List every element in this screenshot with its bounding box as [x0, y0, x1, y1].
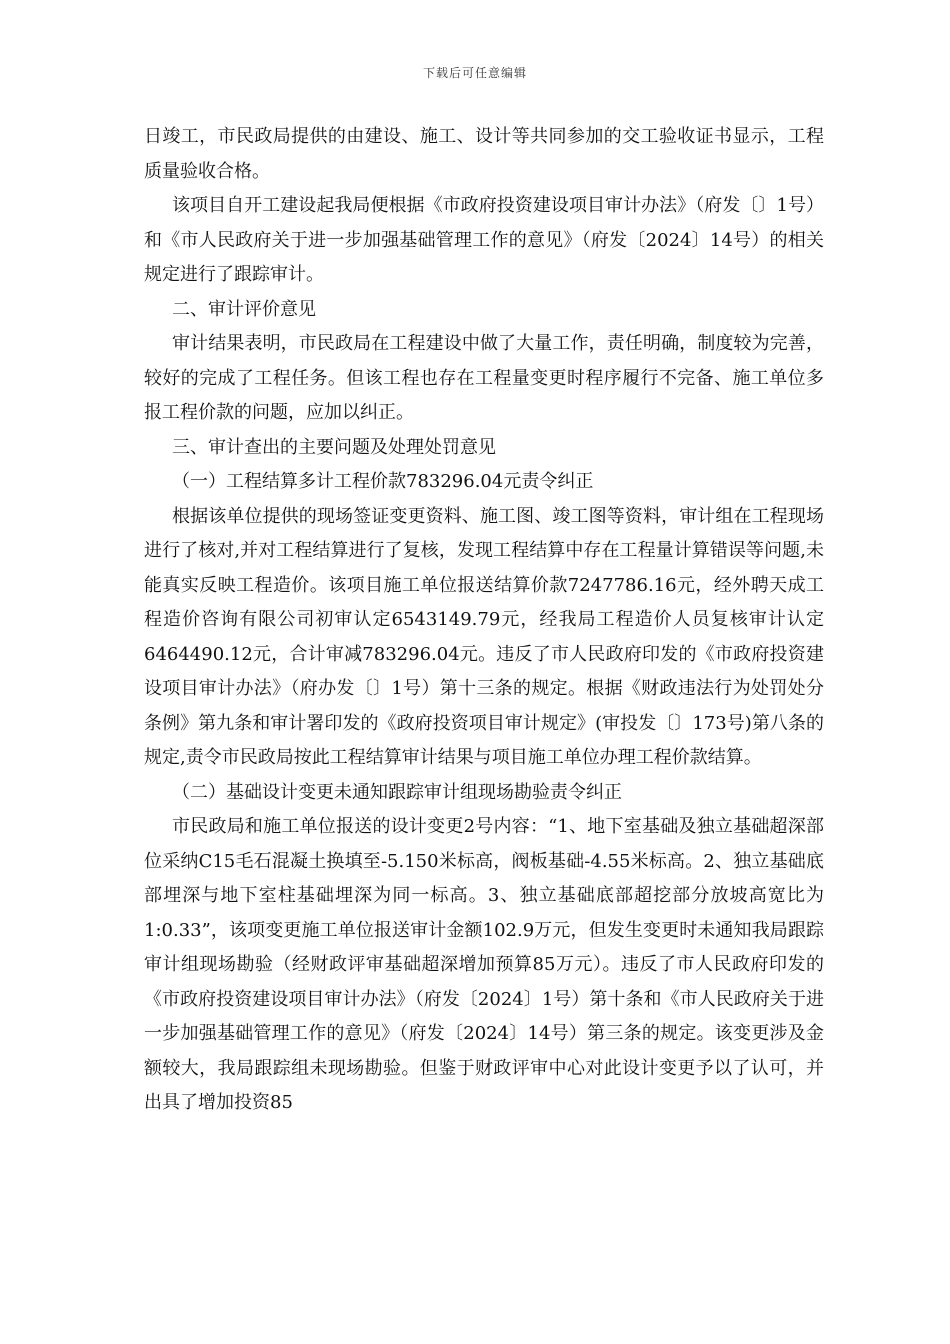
subheading-overbilled-price: （一）工程结算多计工程价款783296.04元责令纠正 [172, 471, 594, 492]
section-heading-audit-evaluation: 二、审计评价意见 [172, 298, 316, 320]
paragraph-audit-results: 审计结果表明，市民政局在工程建设中做了大量工作，责任明确，制度较为完善，较好的完成了工程任务。但该工程也存在工程量变更时程序履行不完备、施工单位多报工程价款的问题，应加以纠正。 [144, 333, 824, 423]
document-body [144, 120, 824, 1121]
paragraph-design-change-details: 市民政局和施工单位报送的设计变更2号内容：“1、地下室基础及独立基础超深部位采纳C15毛石混凝土换填至-5.150米标高，阀板基础-4.55米标高。2、独立基础底部埋深与地下室柱基础埋深为同一标高。3、独立基础底部超挖部分放坡高宽比为1:0.33”，该项变更施工单位报送审计金额102.9万元，但发生变更时未通知我局跟踪审计组现场勘验（经财政评审基础超深增加预算85万元）。违反了市人民政府印发的《市政府投资建设项目审计办法》（府发〔2024〕1号）第十条和《市人民政府关于进一步加强基础管理工作的意见》（府发〔2024〕14号）第三条的规定。该变更涉及金额较大，我局跟踪组未现场勘验。但鉴于财政评审中心对此设计变更予以了认可，并出具了增加投资85 [144, 816, 824, 1113]
header-note: 下载后可任意编辑 [422, 66, 527, 80]
paragraph-completion-acceptance: 日竣工，市民政局提供的由建设、施工、设计等共同参加的交工验收证书显示，工程质量验收合格。 [144, 126, 824, 182]
paragraph-tracking-audit: 该项目自开工建设起我局便根据《市政府投资建设项目审计办法》（府发〔〕1号）和《市人民政府关于进一步加强基础管理工作的意见》（府发〔2024〕14号）的相关规定进行了跟踪审计。 [144, 195, 824, 285]
paragraph-settlement-review: 根据该单位提供的现场签证变更资料、施工图、竣工图等资料，审计组在工程现场进行了核对,并对工程结算进行了复核，发现工程结算中存在工程量计算错误等问题,未能真实反映工程造价。该项目施工单位报送结算价款7247786.16元，经外聘天成工程造价咨询有限公司初审认定6543149.79元，经我局工程造价人员复核审计认定6464490.12元，合计审减783296.04元。违反了市人民政府印发的《市政府投资建设项目审计办法》（府办发〔〕1号）第十三条的规定。根据《财政违法行为处罚处分条例》第九条和审计署印发的《政府投资项目审计规定》(审投发〔〕173号)第八条的规定,责令市民政局按此工程结算审计结果与项目施工单位办理工程价款结算。 [144, 505, 824, 768]
subheading-design-change: （二）基础设计变更未通知跟踪审计组现场勘验责令纠正 [172, 781, 622, 803]
section-heading-main-problems: 三、审计查出的主要问题及处理处罚意见 [172, 436, 496, 458]
